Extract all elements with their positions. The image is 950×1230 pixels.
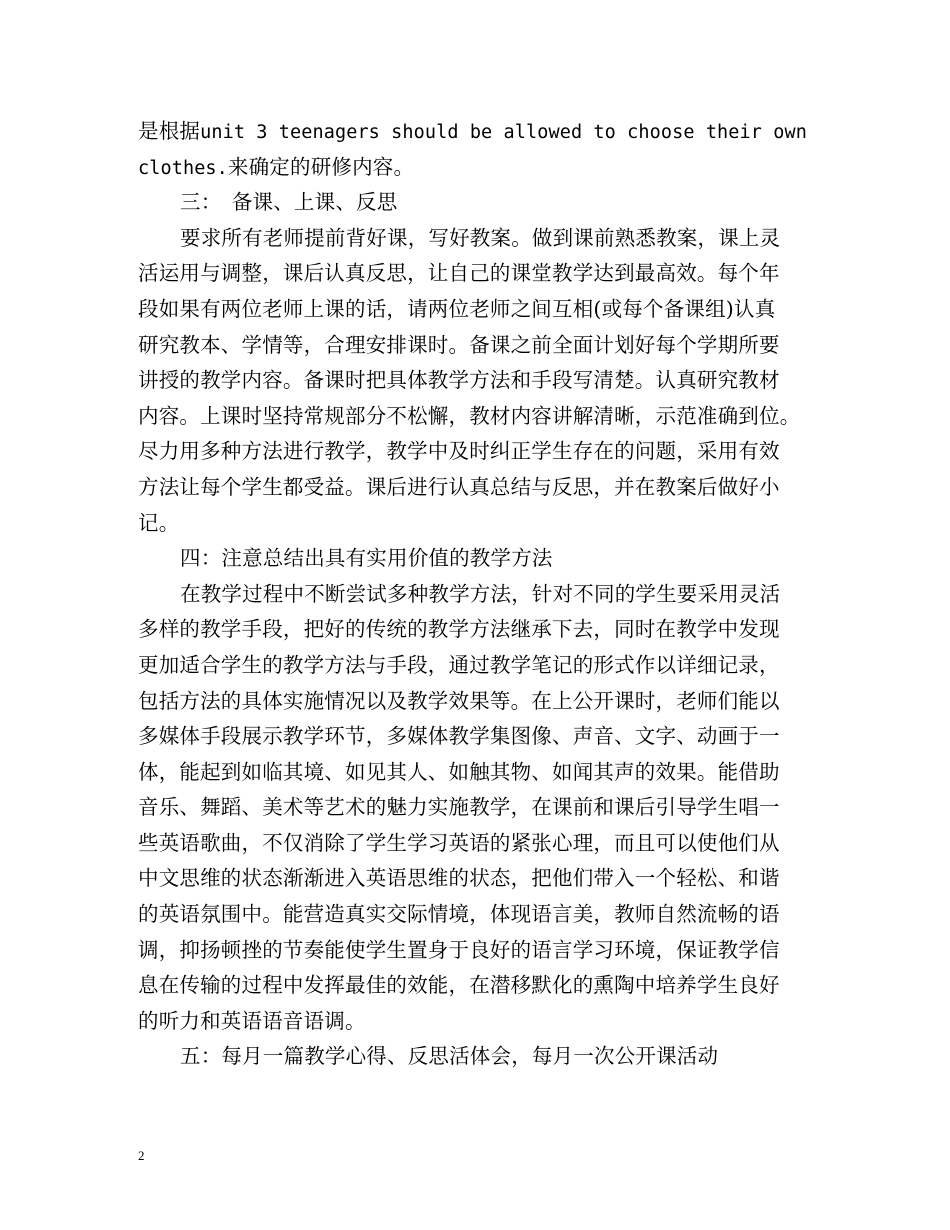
text-line: 的听力和英语语音语调。: [138, 1008, 366, 1033]
line-prefix: 是根据: [138, 119, 201, 143]
section-heading: 三： 备课、上课、反思: [180, 190, 398, 215]
text-line: 息在传输的过程中发挥最佳的效能，在潜移默化的熏陶中培养学生良好: [138, 973, 780, 998]
text-line: 多媒体手段展示教学环节，多媒体教学集图像、声音、文字、动画于一: [138, 724, 780, 749]
text-line: 包括方法的具体实施情况以及教学效果等。在上公开课时，老师们能以: [138, 688, 780, 713]
english-text: unit 3 teenagers should be allowed to choose their own: [200, 122, 807, 143]
text-line: 尽力用多种方法进行教学，教学中及时纠正学生存在的问题，采用有效: [138, 439, 780, 464]
text-line: 更加适合学生的教学方法与手段，通过教学笔记的形式作以详细记录，: [138, 652, 780, 677]
line-suffix: 来确定的研修内容。: [227, 154, 415, 179]
text-line: 多样的教学手段，把好的传统的教学方法继承下去，同时在教学中发现: [138, 617, 780, 642]
english-text: clothes.: [138, 157, 228, 179]
section-heading: 五：每月一篇教学心得、反思活体会，每月一次公开课活动: [180, 1044, 719, 1069]
paragraph-start: 要求所有老师提前背好课，写好教案。做到课前熟悉教案，课上灵: [180, 225, 781, 250]
section-heading: 四：注意总结出具有实用价值的教学方法: [180, 546, 553, 571]
text-line: 的英语氛围中。能营造真实交际情境，体现语言美，教师自然流畅的语: [138, 902, 780, 927]
text-line: 活运用与调整，课后认真反思，让自己的课堂教学达到最高效。每个年: [138, 261, 780, 286]
document-body: [138, 114, 814, 1075]
text-line: 音乐、舞蹈、美术等艺术的魅力实施教学，在课前和课后引导学生唱一: [138, 795, 780, 820]
text-line: 段如果有两位老师上课的话，请两位老师之间互相(或每个备课组)认真: [138, 296, 776, 321]
text-line: 调，抑扬顿挫的节奏能使学生置身于良好的语言学习环境，保证教学信: [138, 937, 780, 962]
text-line: 记。: [138, 510, 180, 535]
text-line: 讲授的教学内容。备课时把具体教学方法和手段写清楚。认真研究教材: [138, 368, 780, 393]
text-line: 体，能起到如临其境、如见其人、如触其物、如闻其声的效果。能借助: [138, 759, 780, 784]
page-number: 2: [138, 1148, 145, 1163]
paragraph-start: 在教学过程中不断尝试多种教学方法，针对不同的学生要采用灵活: [180, 581, 781, 606]
text-line: [138, 114, 814, 150]
text-line: 些英语歌曲，不仅消除了学生学习英语的紧张心理，而且可以使他们从: [138, 830, 780, 855]
text-line: [138, 150, 814, 186]
text-line: 方法让每个学生都受益。课后进行认真总结与反思，并在教案后做好小: [138, 474, 780, 499]
text-line: 中文思维的状态渐渐进入英语思维的状态，把他们带入一个轻松、和谐: [138, 866, 780, 891]
text-line: 内容。上课时坚持常规部分不松懈，教材内容讲解清晰，示范准确到位。: [138, 403, 801, 428]
text-line: 研究教本、学情等，合理安排课时。备课之前全面计划好每个学期所要: [138, 332, 780, 357]
